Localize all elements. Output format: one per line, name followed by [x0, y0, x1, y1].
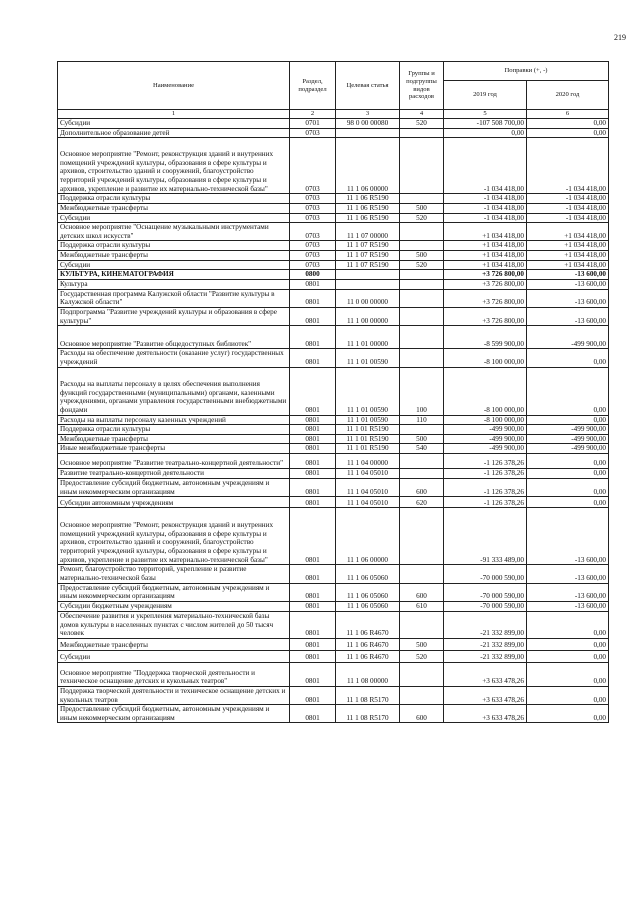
row-amount-2020: -13 600,00 [527, 508, 609, 565]
row-section: 0801 [290, 508, 336, 565]
table-row [58, 326, 609, 349]
table-row [58, 213, 609, 223]
row-target: 11 1 06 R4670 [336, 638, 400, 650]
row-amount-2020: 0,00 [527, 705, 609, 723]
row-name: Поддержка отрасли культуры [58, 425, 290, 435]
row-target: 11 1 01 R5190 [336, 425, 400, 435]
row-amount-2020: -499 900,00 [527, 326, 609, 349]
row-section: 0801 [290, 650, 336, 662]
row-amount-2020: -1 034 418,00 [527, 194, 609, 204]
row-target: 11 1 01 R5190 [336, 434, 400, 444]
table-row [58, 307, 609, 325]
row-section: 0801 [290, 497, 336, 508]
row-amount-2020: -499 900,00 [527, 434, 609, 444]
header-col-num: 5 [444, 110, 527, 119]
table-row [58, 611, 609, 638]
row-amount-2020: -13 600,00 [527, 583, 609, 601]
table-row [58, 686, 609, 704]
row-amount-2019: -1 034 418,00 [444, 203, 527, 213]
row-name: Культура [58, 280, 290, 290]
row-group: 520 [400, 213, 444, 223]
row-amount-2020: 0,00 [527, 497, 609, 508]
row-name: Субсидии [58, 260, 290, 270]
row-amount-2020: -13 600,00 [527, 565, 609, 583]
row-amount-2019: -1 126 378,26 [444, 497, 527, 508]
row-target: 11 1 00 00000 [336, 307, 400, 325]
row-amount-2019: -1 034 418,00 [444, 213, 527, 223]
budget-amendments-table [57, 61, 609, 723]
row-section: 0703 [290, 128, 336, 138]
row-group: 600 [400, 479, 444, 497]
row-amount-2020: -13 600,00 [527, 270, 609, 280]
row-amount-2019: -8 100 000,00 [444, 349, 527, 367]
row-target: 11 1 07 R5190 [336, 241, 400, 251]
row-amount-2019: -1 034 418,00 [444, 138, 527, 194]
row-target: 11 1 06 R5190 [336, 213, 400, 223]
header-groups: Группы и подгруппы видов расходов [400, 62, 444, 110]
row-target: 11 1 07 R5190 [336, 260, 400, 270]
page-number: 219 [614, 33, 626, 42]
row-target: 11 1 08 00000 [336, 662, 400, 686]
row-name: Предоставление субсидий бюджетным, автономным учреждениям и иным некоммерческим организациям [58, 583, 290, 601]
row-name: Поддержка отрасли культуры [58, 194, 290, 204]
row-amount-2020: 0,00 [527, 349, 609, 367]
table-row [58, 251, 609, 261]
row-amount-2020: 0,00 [527, 650, 609, 662]
row-name: Субсидии [58, 119, 290, 129]
row-group [400, 565, 444, 583]
row-section: 0801 [290, 307, 336, 325]
row-section: 0801 [290, 469, 336, 479]
row-amount-2020: -13 600,00 [527, 307, 609, 325]
row-target: 11 1 06 05060 [336, 601, 400, 611]
row-section: 0801 [290, 611, 336, 638]
row-section: 0801 [290, 662, 336, 686]
row-group [400, 508, 444, 565]
row-amount-2019: +3 726 800,00 [444, 270, 527, 280]
row-amount-2020: 0,00 [527, 119, 609, 129]
row-name: Основное мероприятие "Ремонт, реконструкция зданий и внутренних помещений учреждений культуры, образования в сфере культуры и архивов, строительство зданий и сооружений, благоустройство территорий учреждений культуры, образования в сфере культуры и архивов, укрепление и развитие их материально-технической базы" [58, 138, 290, 194]
header-target: Целевая статья [336, 62, 400, 110]
table-row [58, 469, 609, 479]
row-name: Субсидии автономным учреждениям [58, 497, 290, 508]
row-target: 11 1 04 00000 [336, 454, 400, 469]
header-col-num: 6 [527, 110, 609, 119]
row-target: 11 1 06 05060 [336, 565, 400, 583]
row-target [336, 280, 400, 290]
table-row [58, 508, 609, 565]
row-target: 11 1 01 00590 [336, 415, 400, 425]
row-amount-2020: 0,00 [527, 128, 609, 138]
row-group [400, 686, 444, 704]
row-amount-2019: -499 900,00 [444, 425, 527, 435]
row-amount-2019: -1 126 378,26 [444, 454, 527, 469]
header-col-num: 1 [58, 110, 290, 119]
row-amount-2019: +3 726 800,00 [444, 280, 527, 290]
row-amount-2019: +1 034 418,00 [444, 241, 527, 251]
table-row [58, 662, 609, 686]
table-row [58, 479, 609, 497]
row-group: 110 [400, 415, 444, 425]
row-section: 0701 [290, 119, 336, 129]
row-name: Подпрограмма "Развитие учреждений культуры и образования в сфере культуры" [58, 307, 290, 325]
row-name: Поддержка творческой деятельности и техническое оснащение детских и кукольных театров [58, 686, 290, 704]
row-name: Основное мероприятие "Ремонт, реконструкция зданий и внутренних помещений учреждений культуры, образования в сфере культуры и архивов, строительство зданий и сооружений, благоустройство территорий учреждений культуры, образования в сфере культуры и архивов, укрепление и развитие их материально-технической базы" [58, 508, 290, 565]
header-col-num: 3 [336, 110, 400, 119]
row-section: 0703 [290, 251, 336, 261]
row-group [400, 307, 444, 325]
row-section: 0801 [290, 425, 336, 435]
row-group: 520 [400, 260, 444, 270]
row-section: 0703 [290, 203, 336, 213]
row-section: 0801 [290, 705, 336, 723]
row-amount-2020: 0,00 [527, 638, 609, 650]
row-amount-2020: 0,00 [527, 611, 609, 638]
row-section: 0801 [290, 601, 336, 611]
header-year-2019: 2019 год [444, 81, 527, 110]
row-amount-2020: -1 034 418,00 [527, 213, 609, 223]
row-amount-2020: 0,00 [527, 469, 609, 479]
header-amendments: Поправки (+, -) [444, 62, 609, 81]
row-group: 610 [400, 601, 444, 611]
table-row [58, 203, 609, 213]
row-name: Ремонт, благоустройство территорий, укрепление и развитие материально-технической базы [58, 565, 290, 583]
row-amount-2019: -70 000 590,00 [444, 565, 527, 583]
table-row [58, 638, 609, 650]
table-row [58, 349, 609, 367]
table-row [58, 583, 609, 601]
row-group [400, 223, 444, 241]
row-amount-2019: +3 726 800,00 [444, 307, 527, 325]
row-section: 0801 [290, 565, 336, 583]
header-section: Раздел, подраздел [290, 62, 336, 110]
row-group: 600 [400, 705, 444, 723]
row-amount-2020: 0,00 [527, 686, 609, 704]
row-target: 11 1 07 R5190 [336, 251, 400, 261]
row-section: 0801 [290, 280, 336, 290]
row-group: 500 [400, 638, 444, 650]
row-amount-2019: -70 000 590,00 [444, 601, 527, 611]
table-row [58, 223, 609, 241]
row-amount-2019: -21 332 899,00 [444, 611, 527, 638]
row-target: 11 1 01 00590 [336, 349, 400, 367]
row-amount-2020: -13 600,00 [527, 289, 609, 307]
table-row [58, 454, 609, 469]
row-name: Расходы на выплаты персоналу казенных учреждений [58, 415, 290, 425]
table-row [58, 650, 609, 662]
row-target: 11 1 04 05010 [336, 469, 400, 479]
row-group [400, 128, 444, 138]
table-row [58, 705, 609, 723]
row-amount-2019: -8 100 000,00 [444, 415, 527, 425]
row-name: Субсидии бюджетным учреждениям [58, 601, 290, 611]
header-year-2020: 2020 год [527, 81, 609, 110]
row-target: 11 1 06 R4670 [336, 611, 400, 638]
row-group [400, 289, 444, 307]
row-section: 0703 [290, 194, 336, 204]
row-group [400, 270, 444, 280]
row-amount-2019: -1 126 378,26 [444, 469, 527, 479]
row-group: 520 [400, 119, 444, 129]
row-amount-2019: -8 100 000,00 [444, 367, 527, 415]
row-target: 11 0 00 00000 [336, 289, 400, 307]
header-col-num: 2 [290, 110, 336, 119]
row-group [400, 662, 444, 686]
row-section: 0801 [290, 686, 336, 704]
row-group: 100 [400, 367, 444, 415]
row-group: 500 [400, 434, 444, 444]
row-amount-2019: -499 900,00 [444, 444, 527, 454]
row-section: 0703 [290, 213, 336, 223]
table-row [58, 425, 609, 435]
header-name: Наименование [58, 62, 290, 110]
row-group: 620 [400, 497, 444, 508]
row-amount-2019: +3 633 478,26 [444, 662, 527, 686]
table-row [58, 367, 609, 415]
row-section: 0801 [290, 367, 336, 415]
table-row [58, 194, 609, 204]
row-group [400, 454, 444, 469]
row-amount-2020: 0,00 [527, 479, 609, 497]
row-name: Развитие театрально-концертной деятельности [58, 469, 290, 479]
row-section: 0800 [290, 270, 336, 280]
row-section: 0801 [290, 444, 336, 454]
row-target: 11 1 07 00000 [336, 223, 400, 241]
row-name: Предоставление субсидий бюджетным, автономным учреждениям и иным некоммерческим организациям [58, 479, 290, 497]
table-row [58, 260, 609, 270]
row-amount-2019: +3 726 800,00 [444, 289, 527, 307]
row-section: 0801 [290, 583, 336, 601]
row-target: 11 1 04 05010 [336, 497, 400, 508]
row-group: 540 [400, 444, 444, 454]
row-group [400, 469, 444, 479]
row-name: Обеспечение развития и укрепления материально-технической базы домов культуры в населенных пунктах с числом жителей до 50 тысяч человек [58, 611, 290, 638]
row-section: 0703 [290, 260, 336, 270]
row-amount-2019: -21 332 899,00 [444, 638, 527, 650]
row-name: КУЛЬТУРА, КИНЕМАТОГРАФИЯ [58, 270, 290, 280]
row-amount-2019: -107 508 700,00 [444, 119, 527, 129]
row-amount-2019: -70 000 590,00 [444, 583, 527, 601]
row-target: 11 1 01 00000 [336, 326, 400, 349]
row-section: 0801 [290, 479, 336, 497]
row-name: Поддержка отрасли культуры [58, 241, 290, 251]
row-group [400, 425, 444, 435]
table-row [58, 601, 609, 611]
row-amount-2019: +1 034 418,00 [444, 260, 527, 270]
row-group [400, 194, 444, 204]
row-amount-2019: +3 633 478,26 [444, 686, 527, 704]
row-amount-2020: +1 034 418,00 [527, 241, 609, 251]
table-row [58, 415, 609, 425]
row-target: 11 1 08 R5170 [336, 686, 400, 704]
row-amount-2020: 0,00 [527, 662, 609, 686]
row-section: 0801 [290, 326, 336, 349]
row-amount-2019: +1 034 418,00 [444, 223, 527, 241]
row-target: 11 1 01 00590 [336, 367, 400, 415]
row-target: 98 0 00 00080 [336, 119, 400, 129]
row-name: Расходы на выплаты персоналу в целях обеспечения выполнения функций государственными (муниципальными) органами, казенными учреждениями, органами управления государственными внебюджетными фондами [58, 367, 290, 415]
row-target: 11 1 06 R4670 [336, 650, 400, 662]
row-amount-2019: -8 599 900,00 [444, 326, 527, 349]
row-amount-2020: -499 900,00 [527, 425, 609, 435]
row-amount-2020: -13 600,00 [527, 601, 609, 611]
row-group: 500 [400, 203, 444, 213]
table-row [58, 119, 609, 129]
row-name: Субсидии [58, 213, 290, 223]
row-name: Иные межбюджетные трансферты [58, 444, 290, 454]
row-section: 0801 [290, 454, 336, 469]
table-row [58, 138, 609, 194]
row-amount-2019: -1 126 378,26 [444, 479, 527, 497]
row-target: 11 1 06 R5190 [336, 203, 400, 213]
table-row [58, 434, 609, 444]
row-name: Основное мероприятие "Поддержка творческой деятельности и техническое оснащение детских и кукольных театров" [58, 662, 290, 686]
row-target [336, 270, 400, 280]
row-amount-2019: -1 034 418,00 [444, 194, 527, 204]
row-group [400, 241, 444, 251]
row-name: Межбюджетные трансферты [58, 203, 290, 213]
row-target: 11 1 06 00000 [336, 508, 400, 565]
row-name: Межбюджетные трансферты [58, 638, 290, 650]
row-amount-2020: +1 034 418,00 [527, 260, 609, 270]
row-amount-2020: 0,00 [527, 415, 609, 425]
row-target: 11 1 06 00000 [336, 138, 400, 194]
table-row [58, 280, 609, 290]
table-row [58, 444, 609, 454]
row-name: Основное мероприятие "Оснащение музыкальными инструментами детских школ искусств" [58, 223, 290, 241]
row-amount-2020: +1 034 418,00 [527, 251, 609, 261]
row-group [400, 349, 444, 367]
row-section: 0703 [290, 138, 336, 194]
row-name: Основное мероприятие "Развитие общедоступных библиотек" [58, 326, 290, 349]
row-amount-2019: -21 332 899,00 [444, 650, 527, 662]
row-section: 0801 [290, 638, 336, 650]
row-amount-2019: +1 034 418,00 [444, 251, 527, 261]
row-name: Межбюджетные трансферты [58, 434, 290, 444]
table-row [58, 128, 609, 138]
row-group: 520 [400, 650, 444, 662]
row-amount-2019: -499 900,00 [444, 434, 527, 444]
row-section: 0703 [290, 241, 336, 251]
row-name: Межбюджетные трансферты [58, 251, 290, 261]
row-group [400, 611, 444, 638]
row-name: Основное мероприятие "Развитие театрально-концертной деятельности" [58, 454, 290, 469]
row-amount-2020: 0,00 [527, 367, 609, 415]
row-group [400, 280, 444, 290]
row-group [400, 326, 444, 349]
row-section: 0801 [290, 434, 336, 444]
row-section: 0703 [290, 223, 336, 241]
row-target: 11 1 06 05060 [336, 583, 400, 601]
row-amount-2020: -1 034 418,00 [527, 138, 609, 194]
table-row [58, 565, 609, 583]
row-name: Государственная программа Калужской области "Развитие культуры в Калужской области" [58, 289, 290, 307]
table-row [58, 497, 609, 508]
table-row [58, 270, 609, 280]
row-section: 0801 [290, 349, 336, 367]
row-amount-2020: 0,00 [527, 454, 609, 469]
row-section: 0801 [290, 415, 336, 425]
row-amount-2019: 0,00 [444, 128, 527, 138]
row-name: Предоставление субсидий бюджетным, автономным учреждениям и иным некоммерческим организациям [58, 705, 290, 723]
row-name: Субсидии [58, 650, 290, 662]
table-row [58, 289, 609, 307]
row-section: 0801 [290, 289, 336, 307]
header-col-num: 4 [400, 110, 444, 119]
row-amount-2019: +3 633 478,26 [444, 705, 527, 723]
row-target [336, 128, 400, 138]
row-group [400, 138, 444, 194]
row-name: Расходы на обеспечение деятельности (оказание услуг) государственных учреждений [58, 349, 290, 367]
row-group: 600 [400, 583, 444, 601]
row-amount-2020: -1 034 418,00 [527, 203, 609, 213]
row-group: 500 [400, 251, 444, 261]
row-name: Дополнительное образование детей [58, 128, 290, 138]
row-target: 11 1 04 05010 [336, 479, 400, 497]
table-row [58, 241, 609, 251]
row-amount-2020: +1 034 418,00 [527, 223, 609, 241]
row-target: 11 1 01 R5190 [336, 444, 400, 454]
row-target: 11 1 08 R5170 [336, 705, 400, 723]
row-amount-2020: -499 900,00 [527, 444, 609, 454]
row-amount-2019: -91 333 489,00 [444, 508, 527, 565]
row-target: 11 1 06 R5190 [336, 194, 400, 204]
row-amount-2020: -13 600,00 [527, 280, 609, 290]
table-body [58, 119, 609, 723]
